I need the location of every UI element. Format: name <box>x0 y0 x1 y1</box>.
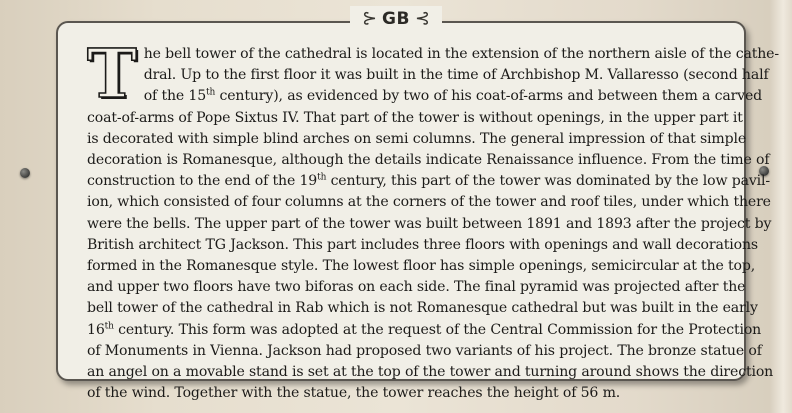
ordinal-suffix: th <box>104 320 114 331</box>
text-segment: decoration is Romanesque, although the details indicate Renaissance influence. From the time of <box>87 152 770 169</box>
text-segment: formed in the Romanesque style. The lowest floor has simple openings, semicircular at the top, <box>87 258 756 275</box>
ordinal-suffix: th <box>206 87 216 98</box>
text-line <box>87 171 771 192</box>
text-segment: century, this part of the tower was dominated by the low pavil- <box>326 173 771 190</box>
ordinal-suffix: th <box>317 172 327 183</box>
text-line <box>87 214 772 235</box>
text-segment: of Monuments in Vienna. Jackson had proposed two variants of his project. The bronze statue of <box>87 342 762 359</box>
text-line <box>87 150 770 171</box>
text-segment: of the wind. Together with the statue, the tower reaches the height of 56 m. <box>87 385 621 402</box>
text-segment: an angel on a movable stand is set at the top of the tower and turning around shows the direction <box>87 364 774 381</box>
text-segment: were the bells. The upper part of the tower was built between 1891 and 1893 after the project by <box>87 215 772 232</box>
text-line <box>87 383 729 404</box>
text-line <box>87 86 763 107</box>
text-segment: he bell tower of the cathedral is located in the extension of the northern aisle of the cathe- <box>143 46 779 62</box>
text-segment: 16 <box>87 321 105 338</box>
text-segment: dral. Up to the first floor it was built in the time of Archbishop M. Vallaresso (second half <box>143 67 769 84</box>
text-line <box>87 256 756 277</box>
text-segment: construction to the end of the 19 <box>87 173 318 190</box>
text-line <box>87 298 758 319</box>
text-line <box>87 320 762 341</box>
text-segment: bell tower of the cathedral in Rab which is not Romanesque cathedral but was built in the early <box>87 300 758 317</box>
language-code: GB <box>382 9 410 29</box>
drop-cap: T <box>87 34 137 113</box>
text-line <box>87 192 771 213</box>
text-line <box>87 341 762 362</box>
text-segment: ion, which consisted of four columns at the corners of the tower and roof tiles, under which there <box>87 194 771 211</box>
text-line <box>87 362 774 383</box>
text-segment: and upper two floors have two biforas on each side. The final pyramid was projected after the <box>87 279 746 296</box>
text-line <box>87 129 747 150</box>
text-line <box>87 277 746 298</box>
language-heading <box>350 6 442 32</box>
left-ornament-icon: ⊱ <box>361 8 378 29</box>
right-ornament-icon: ⊰ <box>414 8 431 29</box>
text-line <box>87 235 758 256</box>
text-segment: is decorated with simple blind arches on semi columns. The general impression of that simple <box>87 130 747 147</box>
text-line <box>87 44 779 65</box>
text-segment: British architect TG Jackson. This part includes three floors with openings and wall decorations <box>87 236 758 253</box>
text-line <box>87 108 743 129</box>
text-segment: coat-of-arms of Pope Sixtus IV. That part of the tower is without openings, in the upper part it <box>87 109 743 126</box>
plaque-text <box>87 34 779 404</box>
text-segment: century. This form was adopted at the request of the Central Commission for the Protection <box>113 321 762 338</box>
text-segment: century), as evidenced by two of his coat-of-arms and between them a carved <box>215 88 763 105</box>
left-mounting-bolt-icon <box>20 168 30 178</box>
text-line <box>87 65 769 86</box>
text-segment: of the 15 <box>143 88 207 105</box>
